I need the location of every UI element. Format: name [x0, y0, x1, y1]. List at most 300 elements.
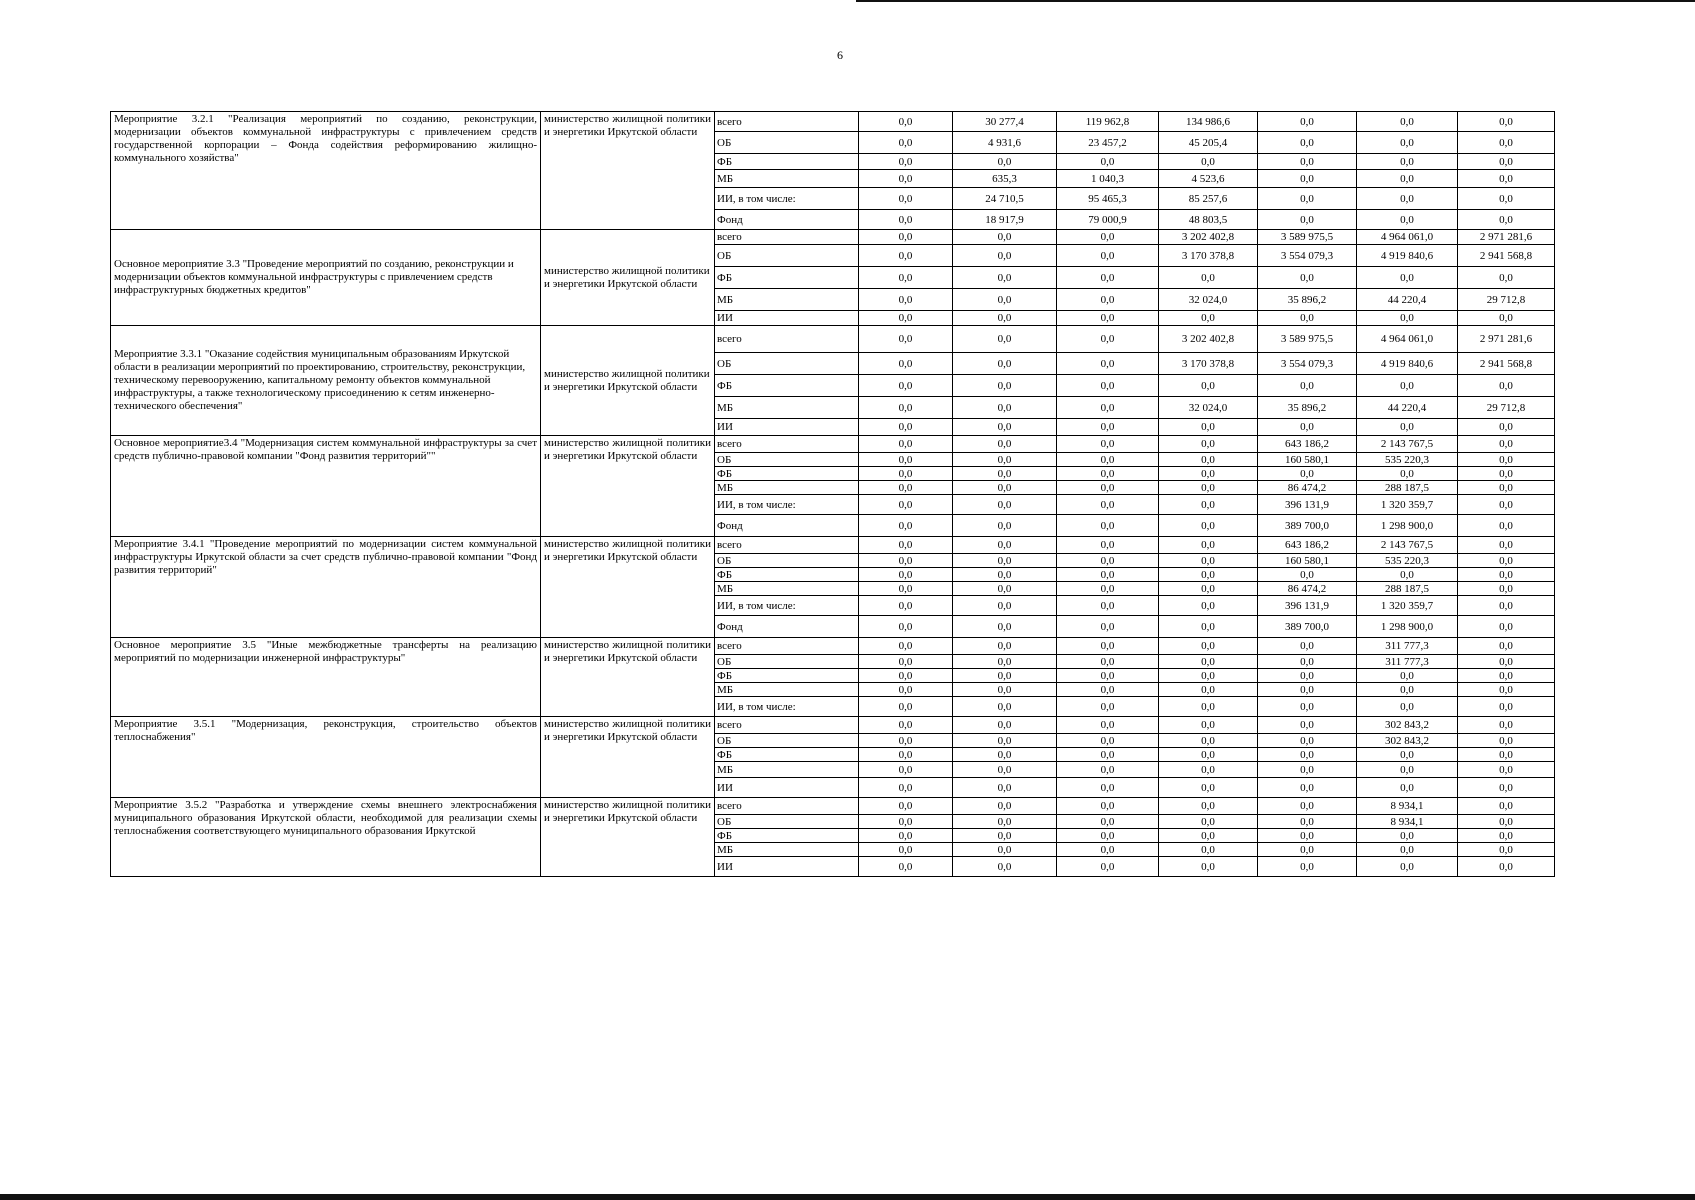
- amount-cell: 389 700,0: [1258, 515, 1357, 537]
- amount-cell: 0,0: [859, 495, 953, 515]
- amount-cell: 0,0: [1057, 596, 1159, 616]
- amount-cell: 0,0: [1057, 669, 1159, 683]
- responsible-executor: министерство жилищной политики и энергетики Иркутской области: [541, 717, 715, 798]
- amount-cell: 0,0: [1258, 375, 1357, 397]
- funding-source: ИИ, в том числе:: [715, 596, 859, 616]
- amount-cell: 0,0: [1357, 683, 1458, 697]
- amount-cell: 311 777,3: [1357, 655, 1458, 669]
- amount-cell: 0,0: [859, 655, 953, 669]
- funding-source: ФБ: [715, 748, 859, 762]
- amount-cell: 44 220,4: [1357, 397, 1458, 419]
- responsible-executor: министерство жилищной политики и энергетики Иркутской области: [541, 112, 715, 230]
- amount-cell: 0,0: [1159, 554, 1258, 568]
- amount-cell: 0,0: [1159, 683, 1258, 697]
- amount-cell: 24 710,5: [953, 188, 1057, 210]
- funding-source: МБ: [715, 481, 859, 495]
- amount-cell: 0,0: [1458, 843, 1555, 857]
- amount-cell: 0,0: [1159, 467, 1258, 481]
- amount-cell: 0,0: [1057, 495, 1159, 515]
- amount-cell: 0,0: [1159, 616, 1258, 638]
- amount-cell: 0,0: [859, 815, 953, 829]
- amount-cell: 0,0: [1057, 481, 1159, 495]
- amount-cell: 311 777,3: [1357, 638, 1458, 655]
- funding-source: ФБ: [715, 467, 859, 481]
- amount-cell: 0,0: [1057, 815, 1159, 829]
- amount-cell: 0,0: [1357, 170, 1458, 188]
- amount-cell: 2 941 568,8: [1458, 353, 1555, 375]
- amount-cell: 0,0: [953, 353, 1057, 375]
- amount-cell: 0,0: [1159, 568, 1258, 582]
- amount-cell: 0,0: [1458, 778, 1555, 798]
- amount-cell: 0,0: [1258, 829, 1357, 843]
- responsible-executor: министерство жилищной политики и энергетики Иркутской области: [541, 436, 715, 537]
- activity-description: Мероприятие 3.5.2 "Разработка и утверждение схемы внешнего электроснабжения муниципального образования Иркутской области, необходимой для реализации схемы теплоснабжения соответствующего муниципального образования Иркутской: [111, 798, 541, 877]
- amount-cell: 0,0: [1458, 467, 1555, 481]
- amount-cell: 4 523,6: [1159, 170, 1258, 188]
- amount-cell: 0,0: [1159, 311, 1258, 326]
- amount-cell: 0,0: [1458, 112, 1555, 132]
- amount-cell: 535 220,3: [1357, 554, 1458, 568]
- amount-cell: 0,0: [859, 798, 953, 815]
- funding-source: всего: [715, 326, 859, 353]
- amount-cell: 0,0: [1057, 245, 1159, 267]
- amount-cell: 4 919 840,6: [1357, 245, 1458, 267]
- amount-cell: 0,0: [1258, 311, 1357, 326]
- funding-source: ОБ: [715, 453, 859, 467]
- table-row: [111, 436, 1555, 453]
- amount-cell: 8 934,1: [1357, 798, 1458, 815]
- table-row: [111, 112, 1555, 132]
- amount-cell: 0,0: [1458, 311, 1555, 326]
- table-row: [111, 638, 1555, 655]
- amount-cell: 0,0: [953, 697, 1057, 717]
- amount-cell: 0,0: [1357, 568, 1458, 582]
- amount-cell: 0,0: [1357, 467, 1458, 481]
- amount-cell: 1 320 359,7: [1357, 596, 1458, 616]
- amount-cell: 0,0: [1458, 210, 1555, 230]
- amount-cell: 0,0: [1057, 375, 1159, 397]
- funding-source: ОБ: [715, 815, 859, 829]
- amount-cell: 0,0: [953, 798, 1057, 815]
- amount-cell: 0,0: [1057, 453, 1159, 467]
- amount-cell: 0,0: [859, 170, 953, 188]
- amount-cell: 0,0: [953, 762, 1057, 778]
- amount-cell: 3 554 079,3: [1258, 353, 1357, 375]
- amount-cell: 35 896,2: [1258, 289, 1357, 311]
- amount-cell: 29 712,8: [1458, 397, 1555, 419]
- amount-cell: 1 298 900,0: [1357, 515, 1458, 537]
- amount-cell: 0,0: [1159, 829, 1258, 843]
- amount-cell: 0,0: [1057, 697, 1159, 717]
- funding-source: ФБ: [715, 669, 859, 683]
- amount-cell: 3 589 975,5: [1258, 230, 1357, 245]
- amount-cell: 0,0: [953, 481, 1057, 495]
- amount-cell: 0,0: [1159, 453, 1258, 467]
- amount-cell: 0,0: [953, 245, 1057, 267]
- amount-cell: 8 934,1: [1357, 815, 1458, 829]
- amount-cell: 0,0: [859, 778, 953, 798]
- amount-cell: 0,0: [1357, 311, 1458, 326]
- amount-cell: 0,0: [953, 778, 1057, 798]
- amount-cell: 0,0: [953, 326, 1057, 353]
- funding-source: всего: [715, 436, 859, 453]
- amount-cell: 4 964 061,0: [1357, 230, 1458, 245]
- amount-cell: 0,0: [1057, 267, 1159, 289]
- amount-cell: 0,0: [953, 453, 1057, 467]
- amount-cell: 0,0: [1057, 616, 1159, 638]
- amount-cell: 18 917,9: [953, 210, 1057, 230]
- amount-cell: 0,0: [1057, 515, 1159, 537]
- amount-cell: 0,0: [859, 829, 953, 843]
- funding-source: МБ: [715, 582, 859, 596]
- scan-edge-top: [856, 0, 1695, 2]
- amount-cell: 0,0: [953, 568, 1057, 582]
- activity-description: Основное мероприятие3.4 "Модернизация систем коммунальной инфраструктуры за счет средств публично-правовой компании "Фонд развития территорий"": [111, 436, 541, 537]
- amount-cell: 0,0: [1357, 829, 1458, 843]
- amount-cell: 0,0: [1057, 717, 1159, 734]
- amount-cell: 0,0: [1057, 397, 1159, 419]
- amount-cell: 0,0: [1159, 481, 1258, 495]
- amount-cell: 288 187,5: [1357, 582, 1458, 596]
- funding-source: всего: [715, 798, 859, 815]
- amount-cell: 0,0: [1458, 132, 1555, 154]
- amount-cell: 0,0: [1357, 843, 1458, 857]
- amount-cell: 0,0: [1458, 537, 1555, 554]
- amount-cell: 0,0: [953, 467, 1057, 481]
- activity-description: Мероприятие 3.2.1 "Реализация мероприятий по созданию, реконструкции, модернизации объектов коммунальной инфраструктуры с привлечением средств государственной корпорации – Фонда содействия реформированию жилищно-коммунального хозяйства": [111, 112, 541, 230]
- amount-cell: 0,0: [953, 495, 1057, 515]
- funding-source: ФБ: [715, 267, 859, 289]
- amount-cell: 0,0: [953, 419, 1057, 436]
- amount-cell: 0,0: [1458, 436, 1555, 453]
- amount-cell: 0,0: [1258, 815, 1357, 829]
- funding-source: ИИ: [715, 778, 859, 798]
- amount-cell: 0,0: [859, 375, 953, 397]
- amount-cell: 0,0: [1159, 843, 1258, 857]
- funding-source: ИИ: [715, 311, 859, 326]
- amount-cell: 0,0: [1357, 188, 1458, 210]
- amount-cell: 0,0: [859, 311, 953, 326]
- amount-cell: 0,0: [1458, 697, 1555, 717]
- funding-source: ФБ: [715, 568, 859, 582]
- amount-cell: 0,0: [953, 154, 1057, 170]
- activity-description: Основное мероприятие 3.3 "Проведение мероприятий по созданию, реконструкции и модернизации объектов коммунальной инфраструктуры с привлечением средств инфраструктурных бюджетных кредитов": [111, 230, 541, 326]
- amount-cell: 0,0: [1159, 762, 1258, 778]
- amount-cell: 302 843,2: [1357, 734, 1458, 748]
- amount-cell: 0,0: [1159, 495, 1258, 515]
- funding-source: ОБ: [715, 353, 859, 375]
- budget-table: [110, 111, 1555, 877]
- amount-cell: 0,0: [953, 375, 1057, 397]
- amount-cell: 0,0: [1258, 568, 1357, 582]
- table-row: [111, 230, 1555, 245]
- amount-cell: 86 474,2: [1258, 582, 1357, 596]
- amount-cell: 0,0: [859, 537, 953, 554]
- amount-cell: 0,0: [859, 353, 953, 375]
- amount-cell: 0,0: [1159, 669, 1258, 683]
- funding-source: Фонд: [715, 616, 859, 638]
- amount-cell: 0,0: [953, 554, 1057, 568]
- amount-cell: 0,0: [1057, 419, 1159, 436]
- amount-cell: 3 170 378,8: [1159, 245, 1258, 267]
- amount-cell: 0,0: [1159, 815, 1258, 829]
- amount-cell: 3 554 079,3: [1258, 245, 1357, 267]
- amount-cell: 0,0: [1258, 798, 1357, 815]
- amount-cell: 0,0: [859, 245, 953, 267]
- amount-cell: 0,0: [1057, 154, 1159, 170]
- amount-cell: 0,0: [1057, 748, 1159, 762]
- amount-cell: 95 465,3: [1057, 188, 1159, 210]
- amount-cell: 0,0: [1159, 748, 1258, 762]
- amount-cell: 30 277,4: [953, 112, 1057, 132]
- amount-cell: 4 931,6: [953, 132, 1057, 154]
- amount-cell: 0,0: [859, 230, 953, 245]
- amount-cell: 0,0: [859, 419, 953, 436]
- amount-cell: 0,0: [953, 843, 1057, 857]
- amount-cell: 0,0: [1357, 267, 1458, 289]
- amount-cell: 0,0: [1458, 267, 1555, 289]
- amount-cell: 0,0: [859, 734, 953, 748]
- amount-cell: 0,0: [1458, 734, 1555, 748]
- amount-cell: 0,0: [1258, 419, 1357, 436]
- amount-cell: 0,0: [953, 596, 1057, 616]
- funding-source: ОБ: [715, 554, 859, 568]
- amount-cell: 0,0: [1458, 669, 1555, 683]
- amount-cell: 0,0: [859, 748, 953, 762]
- amount-cell: 0,0: [1258, 132, 1357, 154]
- amount-cell: 0,0: [1057, 762, 1159, 778]
- amount-cell: 0,0: [953, 436, 1057, 453]
- amount-cell: 0,0: [1458, 638, 1555, 655]
- amount-cell: 0,0: [1357, 210, 1458, 230]
- amount-cell: 0,0: [1458, 815, 1555, 829]
- amount-cell: 0,0: [1159, 154, 1258, 170]
- amount-cell: 0,0: [1057, 289, 1159, 311]
- funding-source: ОБ: [715, 734, 859, 748]
- amount-cell: 0,0: [1159, 375, 1258, 397]
- amount-cell: 0,0: [953, 734, 1057, 748]
- amount-cell: 0,0: [859, 188, 953, 210]
- responsible-executor: министерство жилищной политики и энергетики Иркутской области: [541, 537, 715, 638]
- responsible-executor: министерство жилищной политики и энергетики Иркутской области: [541, 798, 715, 877]
- amount-cell: 0,0: [1458, 762, 1555, 778]
- amount-cell: 0,0: [1057, 230, 1159, 245]
- amount-cell: 2 143 767,5: [1357, 537, 1458, 554]
- amount-cell: 0,0: [1159, 655, 1258, 669]
- amount-cell: 0,0: [1057, 655, 1159, 669]
- amount-cell: 23 457,2: [1057, 132, 1159, 154]
- amount-cell: 0,0: [859, 717, 953, 734]
- amount-cell: 0,0: [1159, 638, 1258, 655]
- funding-source: МБ: [715, 170, 859, 188]
- amount-cell: 0,0: [1357, 154, 1458, 170]
- amount-cell: 0,0: [1258, 857, 1357, 877]
- amount-cell: 29 712,8: [1458, 289, 1555, 311]
- amount-cell: 0,0: [859, 843, 953, 857]
- amount-cell: 0,0: [859, 515, 953, 537]
- table-row: [111, 537, 1555, 554]
- amount-cell: 1 040,3: [1057, 170, 1159, 188]
- amount-cell: 0,0: [1258, 762, 1357, 778]
- amount-cell: 0,0: [1258, 734, 1357, 748]
- amount-cell: 396 131,9: [1258, 596, 1357, 616]
- amount-cell: 0,0: [1357, 132, 1458, 154]
- funding-source: МБ: [715, 289, 859, 311]
- amount-cell: 0,0: [859, 112, 953, 132]
- amount-cell: 0,0: [953, 857, 1057, 877]
- amount-cell: 535 220,3: [1357, 453, 1458, 467]
- amount-cell: 0,0: [953, 669, 1057, 683]
- amount-cell: 0,0: [1458, 683, 1555, 697]
- funding-source: МБ: [715, 843, 859, 857]
- funding-source: всего: [715, 638, 859, 655]
- amount-cell: 0,0: [1057, 638, 1159, 655]
- amount-cell: 0,0: [1458, 515, 1555, 537]
- amount-cell: 0,0: [1258, 655, 1357, 669]
- amount-cell: 0,0: [1258, 188, 1357, 210]
- amount-cell: 0,0: [1458, 596, 1555, 616]
- amount-cell: 0,0: [1357, 112, 1458, 132]
- amount-cell: 2 971 281,6: [1458, 230, 1555, 245]
- amount-cell: 0,0: [1258, 843, 1357, 857]
- funding-source: Фонд: [715, 515, 859, 537]
- funding-source: всего: [715, 230, 859, 245]
- amount-cell: 0,0: [859, 857, 953, 877]
- amount-cell: 0,0: [1357, 748, 1458, 762]
- amount-cell: 0,0: [859, 554, 953, 568]
- amount-cell: 0,0: [1258, 154, 1357, 170]
- responsible-executor: министерство жилищной политики и энергетики Иркутской области: [541, 638, 715, 717]
- amount-cell: 0,0: [953, 815, 1057, 829]
- amount-cell: 0,0: [859, 289, 953, 311]
- amount-cell: 0,0: [1057, 778, 1159, 798]
- activity-description: Мероприятие 3.4.1 "Проведение мероприятий по модернизации систем коммунальной инфраструктуры Иркутской области за счет средств публично-правовой компании "Фонд развития территорий": [111, 537, 541, 638]
- amount-cell: 0,0: [1057, 829, 1159, 843]
- amount-cell: 0,0: [1458, 419, 1555, 436]
- amount-cell: 1 320 359,7: [1357, 495, 1458, 515]
- amount-cell: 0,0: [953, 311, 1057, 326]
- amount-cell: 0,0: [1057, 537, 1159, 554]
- amount-cell: 0,0: [1258, 748, 1357, 762]
- amount-cell: 0,0: [1159, 734, 1258, 748]
- amount-cell: 0,0: [859, 568, 953, 582]
- amount-cell: 4 919 840,6: [1357, 353, 1458, 375]
- amount-cell: 0,0: [1458, 655, 1555, 669]
- amount-cell: 0,0: [859, 154, 953, 170]
- budget-table-body: [111, 112, 1555, 877]
- amount-cell: 643 186,2: [1258, 436, 1357, 453]
- amount-cell: 0,0: [953, 230, 1057, 245]
- amount-cell: 635,3: [953, 170, 1057, 188]
- amount-cell: 0,0: [859, 210, 953, 230]
- amount-cell: 0,0: [1458, 568, 1555, 582]
- amount-cell: 0,0: [859, 683, 953, 697]
- amount-cell: 0,0: [953, 748, 1057, 762]
- amount-cell: 0,0: [859, 467, 953, 481]
- amount-cell: 0,0: [859, 616, 953, 638]
- amount-cell: 0,0: [1458, 453, 1555, 467]
- funding-source: ИИ, в том числе:: [715, 188, 859, 210]
- amount-cell: 0,0: [859, 669, 953, 683]
- funding-source: Фонд: [715, 210, 859, 230]
- amount-cell: 79 000,9: [1057, 210, 1159, 230]
- activity-description: Мероприятие 3.5.1 "Модернизация, реконструкция, строительство объектов теплоснабжения": [111, 717, 541, 798]
- responsible-executor: министерство жилищной политики и энергетики Иркутской области: [541, 230, 715, 326]
- amount-cell: 0,0: [1458, 481, 1555, 495]
- amount-cell: 0,0: [1057, 798, 1159, 815]
- amount-cell: 288 187,5: [1357, 481, 1458, 495]
- amount-cell: 32 024,0: [1159, 397, 1258, 419]
- amount-cell: 35 896,2: [1258, 397, 1357, 419]
- amount-cell: 0,0: [1458, 188, 1555, 210]
- funding-source: ОБ: [715, 245, 859, 267]
- funding-source: МБ: [715, 397, 859, 419]
- amount-cell: 0,0: [1258, 638, 1357, 655]
- amount-cell: 0,0: [859, 436, 953, 453]
- amount-cell: 2 143 767,5: [1357, 436, 1458, 453]
- amount-cell: 0,0: [1057, 467, 1159, 481]
- amount-cell: 0,0: [1258, 717, 1357, 734]
- amount-cell: 0,0: [1057, 843, 1159, 857]
- amount-cell: 396 131,9: [1258, 495, 1357, 515]
- amount-cell: 0,0: [1458, 857, 1555, 877]
- amount-cell: 1 298 900,0: [1357, 616, 1458, 638]
- amount-cell: 0,0: [1357, 669, 1458, 683]
- funding-source: ИИ, в том числе:: [715, 495, 859, 515]
- amount-cell: 0,0: [1458, 616, 1555, 638]
- amount-cell: 0,0: [1258, 170, 1357, 188]
- amount-cell: 0,0: [859, 132, 953, 154]
- funding-source: всего: [715, 112, 859, 132]
- funding-source: ОБ: [715, 655, 859, 669]
- amount-cell: 0,0: [953, 616, 1057, 638]
- amount-cell: 0,0: [1159, 582, 1258, 596]
- amount-cell: 0,0: [953, 717, 1057, 734]
- scan-edge-bottom: [0, 1194, 1695, 1200]
- amount-cell: 0,0: [1458, 748, 1555, 762]
- activity-description: Основное мероприятие 3.5 "Иные межбюджетные трансферты на реализацию мероприятий по модернизации инженерной инфраструктуры": [111, 638, 541, 717]
- funding-source: всего: [715, 537, 859, 554]
- funding-source: ОБ: [715, 132, 859, 154]
- amount-cell: 45 205,4: [1159, 132, 1258, 154]
- amount-cell: 302 843,2: [1357, 717, 1458, 734]
- funding-source: ИИ: [715, 419, 859, 436]
- amount-cell: 0,0: [859, 397, 953, 419]
- amount-cell: 0,0: [1258, 669, 1357, 683]
- page-number: 6: [837, 48, 843, 62]
- amount-cell: 0,0: [1357, 778, 1458, 798]
- amount-cell: 86 474,2: [1258, 481, 1357, 495]
- table-row: [111, 717, 1555, 734]
- funding-source: ИИ: [715, 857, 859, 877]
- amount-cell: 0,0: [1159, 798, 1258, 815]
- amount-cell: 0,0: [1458, 829, 1555, 843]
- amount-cell: 119 962,8: [1057, 112, 1159, 132]
- amount-cell: 32 024,0: [1159, 289, 1258, 311]
- table-row: [111, 326, 1555, 353]
- amount-cell: 0,0: [1159, 778, 1258, 798]
- amount-cell: 0,0: [859, 267, 953, 289]
- amount-cell: 48 803,5: [1159, 210, 1258, 230]
- amount-cell: 0,0: [953, 289, 1057, 311]
- amount-cell: 0,0: [1258, 210, 1357, 230]
- amount-cell: 0,0: [1357, 762, 1458, 778]
- amount-cell: 0,0: [1258, 683, 1357, 697]
- amount-cell: 0,0: [1057, 436, 1159, 453]
- amount-cell: 0,0: [1159, 596, 1258, 616]
- activity-description: Мероприятие 3.3.1 "Оказание содействия муниципальным образованиям Иркутской области в реализации мероприятий по проектированию, строительству, реконструкции, техническому перевооружению, капитальному ремонту объектов коммунальной инфраструктуры, а также технологическому присоединению к сетям инженерно-технического обеспечения": [111, 326, 541, 436]
- amount-cell: 0,0: [1159, 857, 1258, 877]
